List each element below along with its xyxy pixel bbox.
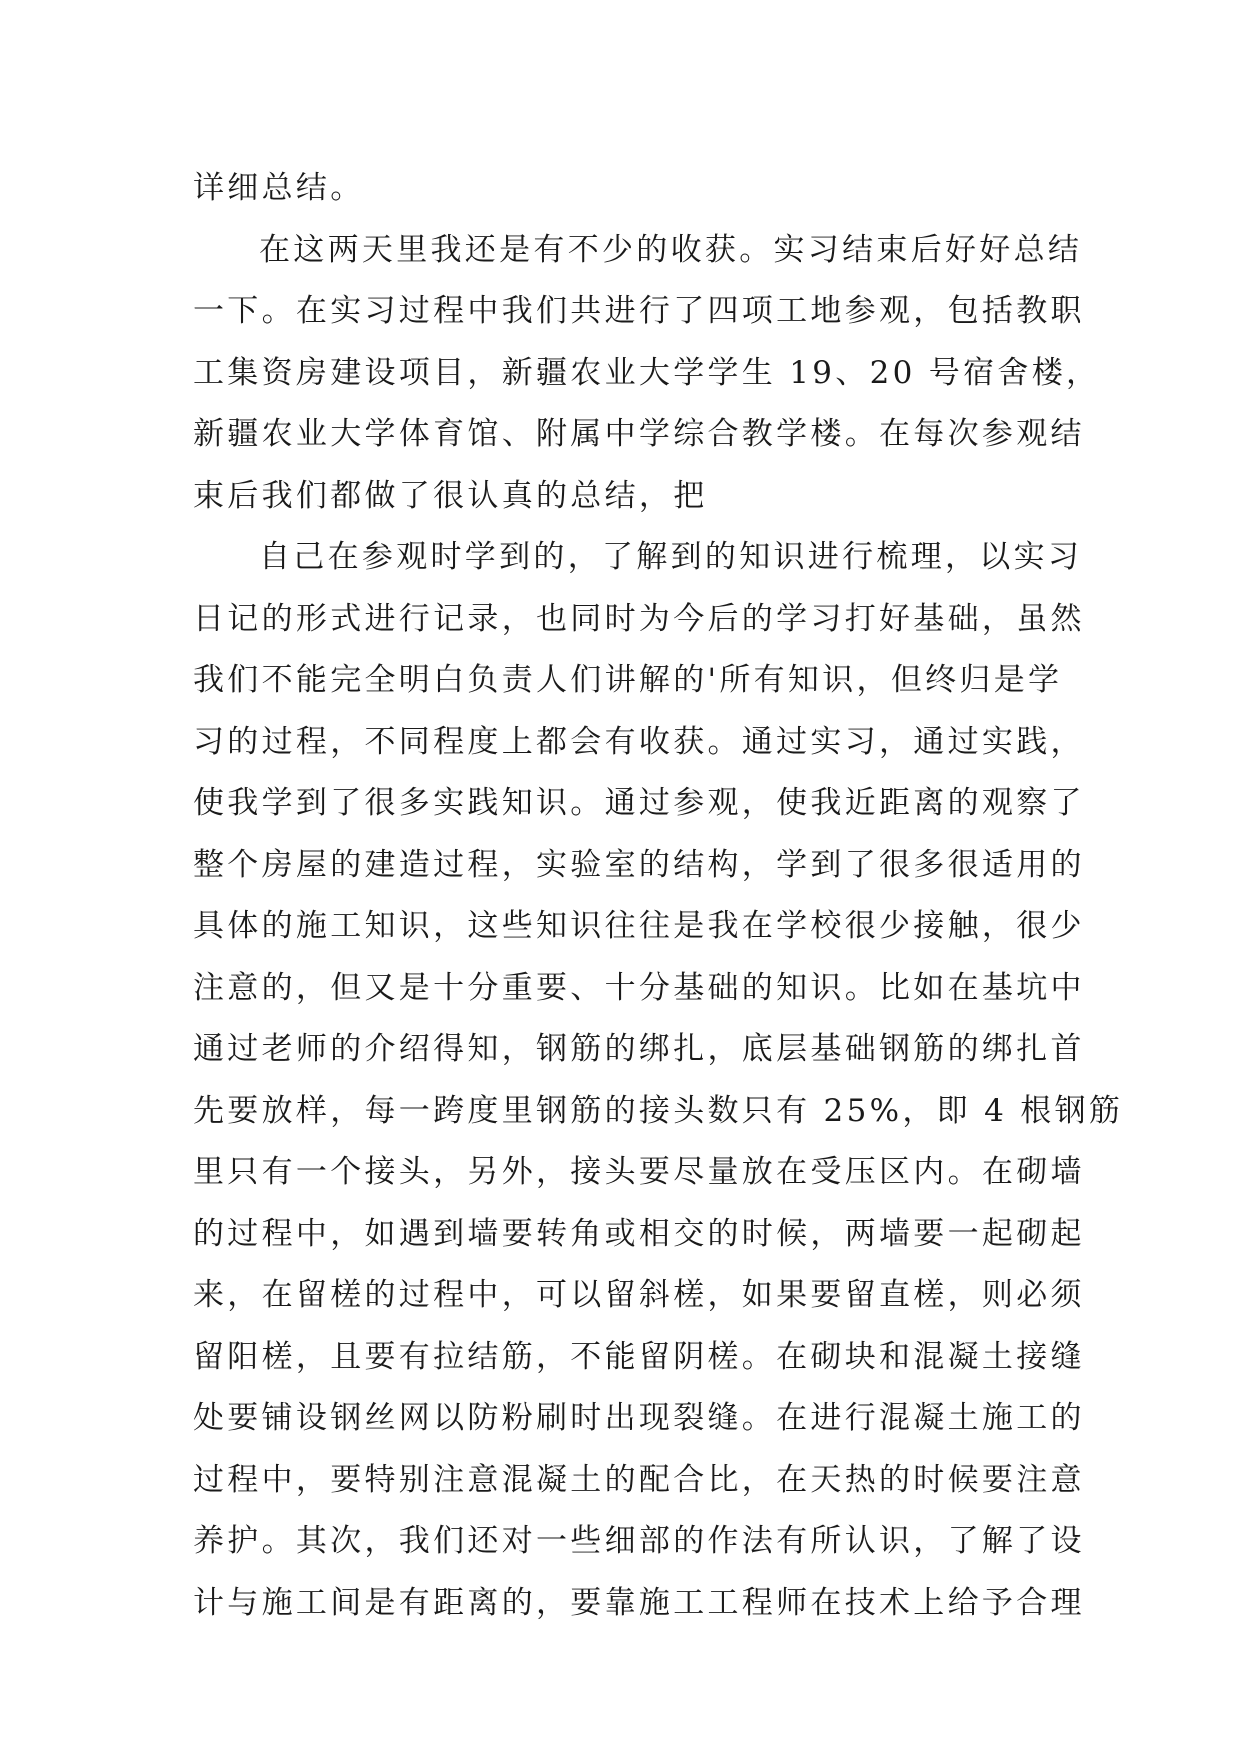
- text-line-17: 里只有一个接头，另外，接头要尽量放在受压区内。在砌墙: [193, 1154, 1085, 1190]
- text-line-23: 养护。其次，我们还对一些细部的作法有所认识，了解了设: [193, 1523, 1085, 1559]
- text-line-21: 处要铺设钢丝网以防粉刷时出现裂缝。在进行混凝土施工的: [193, 1400, 1085, 1436]
- text-line-2: 在这两天里我还是有不少的收获。实习结束后好好总结: [259, 231, 1083, 268]
- body-text: [193, 158, 1124, 1634]
- text-line-11: 使我学到了很多实践知识。通过参观，使我近距离的观察了: [193, 785, 1085, 821]
- text-line-19: 来，在留槎的过程中，可以留斜槎，如果要留直槎，则必须: [193, 1277, 1085, 1313]
- text-line-10: 习的过程，不同程度上都会有收获。通过实习，通过实践，: [193, 723, 1085, 760]
- text-line-3: 一下。在实习过程中我们共进行了四项工地参观，包括教职: [193, 293, 1085, 329]
- text-line-22: 过程中，要特别注意混凝土的配合比，在天热的时候要注意: [193, 1461, 1085, 1498]
- text-line-20: 留阳槎，且要有拉结筋，不能留阴槎。在砌块和混凝土接缝: [193, 1338, 1085, 1375]
- text-line-14: 注意的，但又是十分重要、十分基础的知识。比如在基坑中: [193, 969, 1085, 1006]
- text-line-15: 通过老师的介绍得知，钢筋的绑扎，底层基础钢筋的绑扎首: [193, 1031, 1085, 1067]
- text-line-5: 新疆农业大学体育馆、附属中学综合教学楼。在每次参观结: [193, 416, 1085, 452]
- text-line-9: 我们不能完全明白负责人们讲解的'所有知识，但终归是学: [193, 662, 1063, 698]
- text-line-7: 自己在参观时学到的，了解到的知识进行梳理，以实习: [259, 539, 1083, 575]
- text-line-18: 的过程中，如遇到墙要转角或相交的时候，两墙要一起砌起: [193, 1215, 1085, 1252]
- text-line-8: 日记的形式进行记录，也同时为今后的学习打好基础，虽然: [193, 600, 1085, 637]
- text-line-24: 计与施工间是有距离的，要靠施工工程师在技术上给予合理: [193, 1584, 1085, 1621]
- text-line-4: 工集资房建设项目，新疆农业大学学生 19、20 号宿舍楼，: [193, 354, 1101, 391]
- text-line-13: 具体的施工知识，这些知识往往是我在学校很少接触，很少: [193, 908, 1085, 944]
- text-line-6: 束后我们都做了很认真的总结，把: [193, 477, 708, 514]
- text-line-16: 先要放样，每一跨度里钢筋的接头数只有 25%，即 4 根钢筋: [193, 1092, 1124, 1129]
- text-line-12: 整个房屋的建造过程，实验室的结构，学到了很多很适用的: [193, 846, 1085, 883]
- text-line-1: 详细总结。: [193, 170, 365, 206]
